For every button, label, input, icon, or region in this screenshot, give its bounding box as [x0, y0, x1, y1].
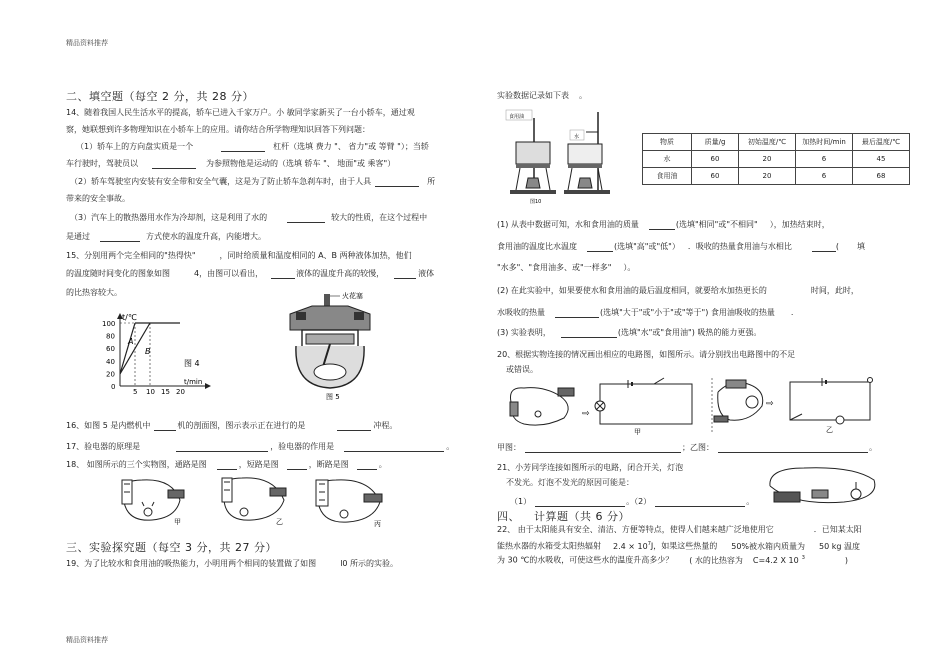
q19-1j: ）。	[623, 263, 636, 272]
q20-photo-yi	[714, 380, 763, 422]
table-cell: 6	[796, 151, 853, 168]
q14-2-text-b: 所	[427, 177, 436, 186]
q20-ans-c: 。	[869, 443, 877, 452]
q18-b: ，短路是图	[238, 460, 279, 469]
q19-2c: 水吸收的热量	[497, 308, 545, 317]
q20-blank-jia[interactable]	[525, 443, 681, 453]
q14-part1-cont	[66, 158, 395, 169]
q22-3a: 为 30 ℃的水吸收，可使这些水的温度升高多少？	[497, 555, 674, 565]
circuit-label-bing: 丙	[374, 520, 381, 528]
q14-1-text-a: （1）轿车上的方向盘实质是一个	[76, 142, 194, 151]
q22-2d: J，如果这些热量的	[650, 541, 718, 551]
circuit-label-jia: 甲	[174, 518, 181, 526]
burner-icon	[578, 178, 592, 188]
q19-blank-stronger[interactable]	[561, 328, 617, 338]
q19-1d: 食用油的温度比水温度	[497, 242, 577, 251]
q19-part2-line1	[497, 285, 859, 296]
q19-3c: ) 吸热的能力更强。	[691, 328, 762, 337]
q14-3-text-b: 较大的性质，在这个过程中	[331, 213, 428, 222]
q20-schematic-yi	[790, 378, 873, 435]
bulb-icon	[851, 489, 861, 499]
q20-answer	[497, 442, 877, 453]
q15-blank-slower[interactable]	[271, 269, 295, 279]
q20-line2: 或错误。	[506, 365, 538, 374]
q19-intro	[66, 558, 398, 569]
table-header: 加热时间/min	[796, 134, 853, 151]
circuit-yi	[222, 478, 286, 526]
q14-part3	[70, 212, 427, 223]
q14-blank-lever[interactable]	[221, 142, 265, 152]
battery-icon	[726, 380, 746, 388]
arrow-icon: ⇨	[766, 399, 774, 409]
figure5-engine-diagram	[282, 290, 392, 400]
q22-2b: 2.4 × 10	[613, 541, 648, 551]
graph-x-label: t/min	[184, 378, 203, 386]
graph-y-tick: 0	[111, 383, 116, 391]
q21-blank-2[interactable]	[655, 497, 745, 507]
q20-schematic-jia	[595, 378, 692, 436]
table-cell: 60	[692, 168, 739, 185]
circuit-bing	[316, 480, 382, 528]
graph-label-a: A	[128, 337, 134, 346]
table-row	[643, 168, 910, 185]
q14-part2-cont: 带来的安全事故。	[66, 194, 130, 203]
q20-photo-jia	[510, 388, 574, 425]
table-header: 质量/g	[692, 134, 739, 151]
q19-blank-heat-compare[interactable]	[555, 308, 599, 318]
q14-1-text-b: 杠杆（选填 费力 "、 省力"或 等臂 "）；当轿	[273, 142, 429, 151]
table-header-row	[643, 134, 910, 151]
q19-part1-line3	[497, 262, 635, 273]
graph-label-b: B	[145, 347, 151, 356]
table-cell: 水	[643, 151, 692, 168]
graph-x-tick: 15	[161, 388, 170, 394]
section4-number: 四、	[497, 510, 520, 523]
q14-1-text-d: 为参照物他是运动的（选填 轿车 "、 地面"或 乘客"）	[206, 159, 396, 168]
switch-icon	[558, 388, 574, 396]
q16	[66, 420, 397, 431]
q21-blank-1[interactable]	[535, 497, 625, 507]
q18-blank-short[interactable]	[287, 460, 307, 470]
q17-c: 。	[446, 442, 455, 451]
q15-2b: 4，由图可以看出，	[194, 269, 264, 278]
q17-b: ，验电器的作用是	[270, 442, 335, 451]
q19-a: 19、为了比较水和食用油的吸热能力，小明用两个相同的装置做了如图	[66, 559, 317, 568]
q22-2f: 50 kg 温度	[819, 541, 861, 551]
table-cell: 6	[796, 168, 853, 185]
q19-blank-heat[interactable]	[812, 242, 836, 252]
q17-a: 17、验电器的原理是	[66, 442, 141, 451]
q14-part3-cont	[66, 231, 266, 242]
table-header: 初始温度/℃	[739, 134, 796, 151]
table-header: 最后温度/℃	[853, 134, 910, 151]
spark-plug-label: 火花塞	[342, 292, 363, 300]
q21-ans-b: 。（2）	[626, 497, 652, 506]
graph-y-tick: 40	[106, 357, 115, 366]
q19-2e: ) 食用油吸收的热量	[705, 308, 775, 317]
switch-icon	[812, 490, 828, 498]
table-row	[643, 151, 910, 168]
q21-line1: 21、小芳同学连接如图所示的电路，闭合开关，灯泡	[497, 463, 684, 472]
q19-3a: (3) 实验表明，	[497, 328, 551, 337]
q14-3-text-d: 方式使水的温度升高，内能增大。	[146, 232, 266, 241]
figure10-apparatus	[504, 108, 616, 206]
graph-line-a	[120, 323, 135, 374]
q18	[66, 459, 387, 470]
q22-3e: )	[844, 555, 848, 565]
q17-blank-principle[interactable]	[176, 442, 268, 452]
q22-1b: ．已知某太阳	[813, 525, 862, 534]
graph-y-label: t/℃	[122, 313, 137, 322]
q14-intro-line1: 14、随着我国人民生活水平的提高，轿车已进入千家万户。小 敏同学家新买了一台小轿车，通过观	[66, 108, 415, 117]
q21-line2: 不发光。灯泡不发光的原因可能是：	[506, 478, 634, 487]
graph-y-tick: 20	[106, 370, 115, 379]
q19-part2-line2	[497, 307, 793, 318]
q18-c: ，断路是图	[308, 460, 349, 469]
q14-part1	[76, 141, 429, 152]
q14-3-text-c: 是通过	[66, 232, 90, 241]
q21-circuit-photo	[764, 464, 884, 508]
q18-circuit-figures	[112, 472, 397, 530]
burner-icon	[526, 178, 540, 188]
table-cell: 20	[739, 151, 796, 168]
q14-part2	[70, 176, 435, 187]
q14-1-text-c: 车行驶时，驾驶员以	[66, 159, 138, 168]
q19-part1-line1	[497, 219, 830, 230]
section3-title: 三、实验探究题（每空 3 分，共 27 分）	[66, 541, 277, 554]
piston-icon	[306, 334, 354, 344]
q19-1g: (	[835, 242, 839, 251]
q15-line1	[66, 250, 412, 261]
q18-d: 。	[378, 460, 387, 469]
q19-1b: (选填"相同"或"不相同"	[675, 220, 758, 229]
q14-intro-line2: 察，她联想到许多物理知识在小轿车上的应用。请你结合所学物理知识回答下列问题：	[66, 125, 370, 134]
q15-1b: ，同时给质量和温度相同的 A、B 两种液体加热，他们	[219, 251, 412, 260]
q22-line3	[497, 553, 848, 566]
q15-2c: 液体的温度升高的较慢，	[296, 269, 385, 278]
spark-plug-icon	[324, 294, 330, 306]
record-title-text: 实验数据记录如下表	[497, 91, 569, 100]
q22-3c: C=4.2 X 10	[752, 555, 799, 565]
crankshaft-icon	[314, 364, 346, 380]
q16-blank-engine-type[interactable]	[154, 421, 176, 431]
q22-2e: 50%被水箱内质量为	[731, 541, 806, 551]
table-cell: 60	[692, 151, 739, 168]
q19-1a: (1) 从表中数据可知，水和食用油的质量	[497, 220, 639, 229]
q17	[66, 441, 454, 452]
graph-y-tick: 80	[106, 332, 115, 341]
q22-3b: ( 水的比热容为	[689, 555, 743, 565]
q20-circuit-figures	[504, 376, 876, 436]
q19-1i: "水多"、"食用油多、或"一样多"	[497, 263, 612, 272]
q21-ans-c: 。	[746, 497, 755, 506]
q19-2b: 时间，此时，	[810, 286, 859, 295]
bulb-icon	[836, 416, 844, 424]
q19-2d: (选填"大于"或"小于"或"等于"	[600, 308, 706, 317]
q16-a: 16、如图 5 是内燃机中	[66, 421, 151, 430]
switch-icon	[714, 416, 728, 422]
table-cell: 20	[739, 168, 796, 185]
record-title-dot: 。	[579, 91, 587, 100]
q15-line3: 的比热容较大。	[66, 288, 122, 297]
q14-3-text-a: （3）汽车上的散热器用水作为冷却剂，这是利用了水的	[70, 213, 268, 222]
battery-icon	[774, 492, 800, 502]
q15-1a: 15、分别用两个完全相同的"热得快"	[66, 251, 196, 260]
beaker-water-icon	[568, 144, 602, 164]
bulb-icon	[240, 508, 248, 516]
q14-blank-inertia[interactable]	[375, 177, 419, 187]
switch-icon	[364, 494, 382, 502]
q15-blank-larger[interactable]	[394, 269, 416, 279]
q21-ans-a: （1）	[510, 497, 532, 506]
q21-answer	[510, 496, 754, 507]
q15-line2	[66, 268, 434, 279]
arrow-icon: ⇨	[582, 409, 590, 419]
footer-watermark: 精品资料推荐	[66, 636, 108, 644]
figure4-temperature-graph	[98, 310, 218, 394]
q14-blank-method[interactable]	[100, 232, 140, 242]
q20-label-jia: 甲	[634, 428, 641, 436]
header-watermark: 精品资料推荐	[66, 39, 108, 47]
q19-part1-line2	[497, 241, 865, 252]
record-title	[497, 90, 587, 101]
q19-1h: 填	[856, 242, 865, 251]
q20-line1: 20、根据实物连接的情况画出相应的电路图，如图所示。请分别找出电路图中的不足	[497, 350, 796, 359]
q20-label-yi: 乙	[826, 426, 833, 434]
table-cell: 食用油	[643, 168, 692, 185]
experiment-table	[642, 133, 910, 185]
apparatus-caption: 图10	[530, 199, 542, 205]
q20-ans-a: 甲图：	[497, 443, 521, 452]
q15-2a: 的温度随时间变化的图象如图	[66, 269, 170, 278]
beaker-label-oil: 食用油	[509, 114, 525, 120]
q19-1c: ），加热结束时，	[769, 220, 830, 229]
q14-blank-reference[interactable]	[152, 159, 196, 169]
graph-x-tick: 20	[176, 388, 185, 394]
graph-x-tick: 5	[133, 388, 138, 394]
q19-blank-temp[interactable]	[587, 242, 613, 252]
beaker-label-water: 水	[574, 134, 580, 140]
table-cell: 68	[853, 168, 910, 185]
graph-y-tick: 100	[102, 320, 116, 328]
graph-caption: 图 4	[184, 359, 200, 368]
section4-title	[497, 508, 630, 524]
bulb-icon	[340, 510, 348, 518]
q22-2a: 能热水器的水箱受太阳热辐射	[497, 541, 601, 551]
meter-icon	[746, 396, 758, 408]
q14-2-text-a: （2）轿车驾驶室内安装有安全带和安全气囊，这是为了防止轿车急刹车时，由于人具	[70, 177, 372, 186]
circuit-label-yi: 乙	[276, 518, 283, 526]
q19-2f: .	[790, 308, 794, 317]
engine-caption: 图 5	[326, 393, 340, 400]
q19-b: l0 所示的实验。	[340, 559, 399, 568]
switch-icon	[168, 490, 184, 498]
table-header: 物质	[643, 134, 692, 151]
q20-blank-yi[interactable]	[718, 443, 868, 453]
q18-blank-closed[interactable]	[217, 460, 237, 470]
graph-y-tick: 60	[106, 345, 115, 354]
q19-part3	[497, 327, 761, 338]
q19-3b: (选填"水"或"食用油"	[617, 328, 692, 337]
q15-2d: 液体	[418, 269, 435, 278]
q22-line1	[497, 524, 862, 535]
q22-1a: 22、 由于太阳能具有安全、清洁、方便等特点，使得人们越来越广泛地使用它	[497, 525, 774, 534]
q18-a: 18、 如图所示的三个实物图，通路是图	[66, 460, 207, 469]
q17-blank-function[interactable]	[344, 442, 444, 452]
q16-c: 冲程。	[373, 421, 398, 430]
switch-icon	[270, 488, 286, 496]
q22-line2	[497, 539, 860, 552]
bulb-icon	[144, 508, 152, 516]
battery-icon	[510, 402, 518, 416]
bulb-icon	[535, 411, 541, 417]
graph-x-tick: 10	[146, 388, 155, 394]
circuit-jia	[122, 480, 184, 526]
q14-blank-specific-heat[interactable]	[287, 213, 325, 223]
q19-1f: ．吸收的热量食用油与水相比	[687, 242, 792, 251]
q16-b: 机的剖面图，图示表示正在进行的是	[177, 421, 306, 430]
q22-2c: 7	[647, 541, 651, 547]
q19-blank-mass[interactable]	[649, 220, 675, 230]
q18-blank-open[interactable]	[357, 460, 377, 470]
section4-text: 计算题（共 6 分）	[534, 510, 630, 523]
q20-ans-b: ；乙图：	[682, 443, 714, 452]
q19-1e: (选填"高"或"低"）	[614, 242, 676, 251]
beaker-oil-icon	[516, 142, 550, 164]
q22-3d: 3	[801, 555, 805, 561]
q19-2a: (2) 在此实验中，如果要使水和食用油的最后温度相同，就要给水加热更长的	[497, 286, 767, 295]
q16-blank-stroke[interactable]	[337, 421, 371, 431]
table-cell: 45	[853, 151, 910, 168]
section2-title: 二、填空题（每空 2 分，共 28 分）	[66, 90, 254, 103]
